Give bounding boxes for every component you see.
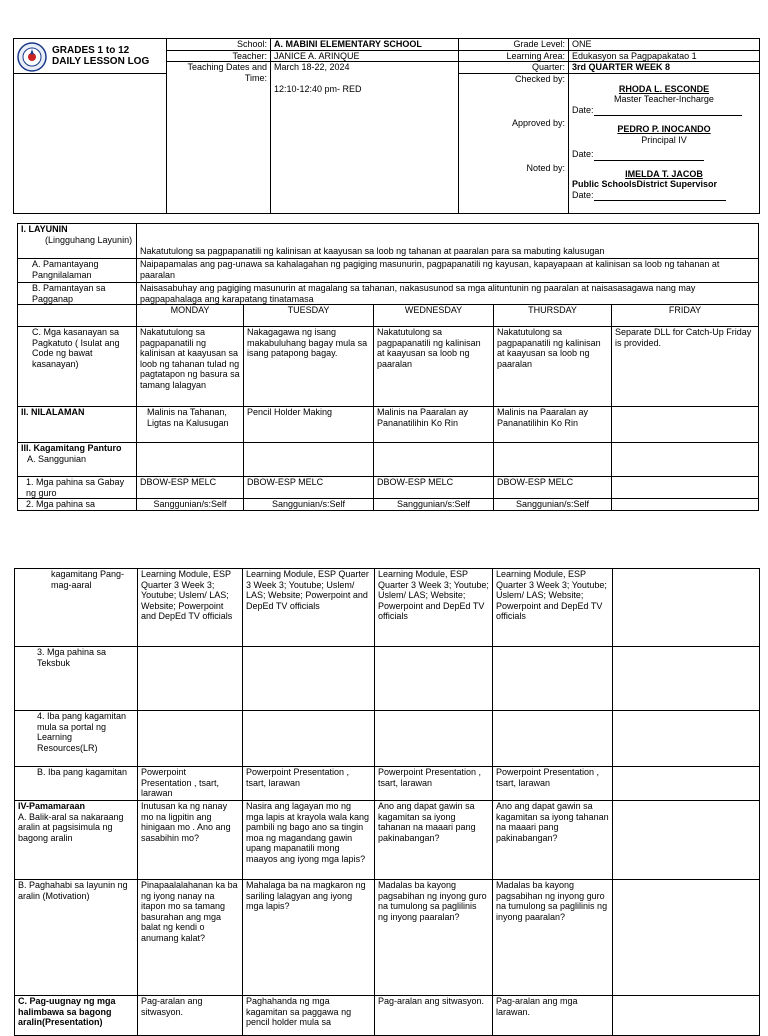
pag-uugnay-monday: Pag-aralan ang sitwasyon.: [138, 996, 243, 1036]
day-monday: MONDAY: [137, 305, 244, 327]
area-label: Learning Area:: [459, 50, 569, 62]
day-thursday: THURSDAY: [494, 305, 612, 327]
teksbuk-blank-3: [375, 647, 493, 711]
title-cell: [14, 39, 167, 74]
approved-date-label: Date:: [572, 149, 594, 159]
iba-friday: [613, 767, 760, 801]
balik-tuesday: Nasira ang lagayan mo ng mga lapis at krayola wala kang pambili ng bago ano sa tingin moa ng magandang gawin upang mapanatili mong maayos ang iyong mga lapis?: [243, 801, 375, 880]
pamamaraan-heading: IV-Pamamaraan: [18, 801, 86, 811]
lesson-table-part2: [14, 568, 760, 1036]
header-table: [13, 38, 760, 214]
teksbuk-blank-4: [493, 647, 613, 711]
school-value: A. MABINI ELEMENTARY SCHOOL: [271, 39, 459, 51]
checked-title: Master Teacher-Incharge: [614, 94, 714, 104]
dates-cell: [271, 62, 459, 214]
teksbuk-blank-1: [138, 647, 243, 711]
kagamitang-monday: Learning Module, ESP Quarter 3 Week 3; Youtube; Uslem/ LAS; Website; Powerpoint and DepEd TV officials: [138, 569, 243, 647]
balik-label-cell: [15, 801, 138, 880]
title-line1: GRADES 1 to 12: [52, 45, 130, 56]
noted-title: Public SchoolsDistrict Supervisor: [572, 179, 718, 189]
kagamitang-wednesday: Learning Module, ESP Quarter 3 Week 3; Youtube; Uslem/ LAS; Website; Powerpoint and DepEd TV officials: [375, 569, 493, 647]
gabay-monday: DBOW-ESP MELC: [137, 477, 244, 499]
teacher-label: Teacher:: [167, 50, 271, 62]
teksbuk-label: 3. Mga pahina sa Teksbuk: [15, 647, 138, 711]
day-tuesday: TUESDAY: [244, 305, 374, 327]
layunin-label-cell: [18, 224, 137, 259]
layunin-sub: (Lingguhang Layunin): [45, 234, 133, 245]
kasanayan-friday: Separate DLL for Catch-Up Friday is provided.: [612, 327, 759, 407]
noted-name: IMELDA T. JACOB: [625, 168, 703, 179]
pagganap-text: Naisasabuhay ang pagiging masunurin at magalang sa tahanan, nakasusunod sa mga alituntunin ng paaralan at naisasasagawa nang may pagpapahalaga ang karapatang tinatamasa: [137, 283, 759, 305]
grade-value: ONE: [569, 39, 760, 51]
quarter-label: Quarter:: [459, 62, 569, 74]
area-value: Edukasyon sa Pagpapakatao 1: [569, 50, 760, 62]
layunin-heading: I. LAYUNIN: [21, 224, 68, 234]
kagamitan-blank-1: [137, 443, 244, 477]
day-friday: FRIDAY: [612, 305, 759, 327]
signoff-labels: [459, 73, 569, 213]
school-label: School:: [167, 39, 271, 51]
nilalaman-friday: [612, 407, 759, 443]
approved-label: Approved by:: [511, 117, 565, 128]
days-blank: [18, 305, 137, 327]
checked-date-line: [594, 105, 742, 117]
portal-blank-3: [375, 711, 493, 767]
paghahabi-thursday: Madalas ba kayong pagsabihan ng inyong guro na tumulong sa paglilinis ng inyong paaralan?: [493, 880, 613, 996]
balik-thursday: Ano ang dapat gawin sa kagamitan sa iyong tahanan na maaari pang pakinabangan?: [493, 801, 613, 880]
pag-uugnay-wednesday: Pag-aralan ang sitwasyon.: [375, 996, 493, 1036]
noted-date-label: Date:: [572, 189, 594, 200]
gabay-label: 1. Mga pahina sa Gabay ng guro: [18, 477, 137, 499]
checked-date-label: Date:: [572, 104, 594, 115]
kasanayan-tuesday: Nakagagawa ng isang makabuluhang bagay mula sa isang patapong bagay.: [244, 327, 374, 407]
nilalaman-monday: Malinis na Tahanan, Ligtas na Kalusugan: [137, 407, 244, 443]
approved-title: Principal IV: [641, 134, 687, 145]
iba-wednesday: Powerpoint Presentation , tsart, larawan: [375, 767, 493, 801]
portal-blank-4: [493, 711, 613, 767]
pahina-tuesday: Sanggunian/s:Self: [244, 499, 374, 511]
iba-label: B. Iba pang kagamitan: [15, 767, 138, 801]
title-blank: [14, 73, 167, 213]
kagamitan-blank-4: [494, 443, 612, 477]
kasanayan-monday: Nakatutulong sa pagpapanatili ng kalinisan at kaayusan sa loob ng tahanan tulad ng pagtatapon ng basura sa tamang lalagyan: [137, 327, 244, 407]
pag-uugnay-tuesday: Paghahanda ng mga kagamitan sa paggawa ng pencil holder mula sa: [243, 996, 375, 1036]
signoff-names: [569, 73, 760, 213]
gabay-thursday: DBOW-ESP MELC: [494, 477, 612, 499]
pag-uugnay-label: C. Pag-uugnay ng mga halimbawa sa bagong aralin(Presentation): [15, 996, 138, 1036]
nilalaman-wednesday: Malinis na Paaralan ay Pananatilihin Ko Rin: [374, 407, 494, 443]
iba-thursday: Powerpoint Presentation , tsart, larawan: [493, 767, 613, 801]
checked-label: Checked by:: [514, 73, 565, 84]
approved-date-line: [594, 149, 704, 161]
pahina-monday: Sanggunian/s:Self: [137, 499, 244, 511]
paghahabi-friday: [613, 880, 760, 996]
pamantayang-label: A. Pamantayang Pangnilalaman: [18, 259, 137, 283]
paghahabi-monday: Pinapaalalahanan ka ba ng iyong nanay na itapon mo sa tamang basurahan ang mga balat ng kendi o anumang kalat?: [138, 880, 243, 996]
kagamitang-friday: [613, 569, 760, 647]
nilalaman-tuesday: Pencil Holder Making: [244, 407, 374, 443]
day-wednesday: WEDNESDAY: [374, 305, 494, 327]
grade-label: Grade Level:: [459, 39, 569, 51]
kagamitang-thursday: Learning Module, ESP Quarter 3 Week 3; Youtube; Uslem/ LAS; Website; Powerpoint and DepEd TV officials: [493, 569, 613, 647]
kagamitan-blank-5: [612, 443, 759, 477]
balik-wednesday: Ano ang dapat gawin sa kagamitan sa iyong tahanan na maaari pang pakinabangan?: [375, 801, 493, 880]
noted-date-line: [594, 190, 726, 202]
pamantayang-text: Naipapamalas ang pag-unawa sa kahalagahan ng pagiging masunurin, pagpapanatili ng kayusan, kapayapaan at kalinisan sa loob ng tahanan at paaralan: [137, 259, 759, 283]
portal-blank-5: [613, 711, 760, 767]
gabay-tuesday: DBOW-ESP MELC: [244, 477, 374, 499]
kasanayan-wednesday: Nakatutulong sa pagpapanatili ng kalinisan at kaayusan sa loob ng paaralan: [374, 327, 494, 407]
kagamitang-tuesday: Learning Module, ESP Quarter 3 Week 3; Youtube; Uslem/ LAS; Website; Powerpoint and DepEd TV officials: [243, 569, 375, 647]
portal-label: 4. Iba pang kagamitan mula sa portal ng Learning Resources(LR): [15, 711, 138, 767]
kagamitan-blank-2: [244, 443, 374, 477]
nilalaman-thursday: Malinis na Paaralan ay Pananatilihin Ko Rin: [494, 407, 612, 443]
noted-label: Noted by:: [526, 162, 565, 173]
dates-label: Teaching Dates and Time:: [167, 62, 271, 214]
gabay-wednesday: DBOW-ESP MELC: [374, 477, 494, 499]
layunin-text: Nakatutulong sa pagpapanatili ng kalinisan at kaayusan sa loob ng tahanan at paaralan para sa mabuting kalusugan: [137, 224, 759, 259]
dates-value: March 18-22, 2024: [274, 62, 350, 72]
kasanayan-label: C. Mga kasanayan sa Pagkatuto ( Isulat ang Code ng bawat kasanayan): [18, 327, 137, 407]
pahina-thursday: Sanggunian/s:Self: [494, 499, 612, 511]
iba-monday: Powerpoint Presentation , tsart, larawan: [138, 767, 243, 801]
pahina-wednesday: Sanggunian/s:Self: [374, 499, 494, 511]
kagamitang-label: kagamitang Pang-mag-aaral: [15, 569, 138, 647]
iba-tuesday: Powerpoint Presentation , tsart, larawan: [243, 767, 375, 801]
quarter-value: 3rd QUARTER WEEK 8: [569, 62, 760, 74]
kagamitan-blank-3: [374, 443, 494, 477]
kagamitan-label: III. Kagamitang Panturo: [21, 443, 122, 453]
teksbuk-blank-5: [613, 647, 760, 711]
balik-friday: [613, 801, 760, 880]
teacher-value: JANICE A. ARINQUE: [271, 50, 459, 62]
deped-seal-icon: [17, 42, 47, 72]
lesson-table-part1: [17, 223, 759, 511]
checked-name: RHODA L. ESCONDE: [618, 83, 710, 94]
paghahabi-tuesday: Mahalaga ba na magkaron ng sariling lalagyan ang iyong mga lapis?: [243, 880, 375, 996]
pag-uugnay-friday: [613, 996, 760, 1036]
portal-blank-2: [243, 711, 375, 767]
teksbuk-blank-2: [243, 647, 375, 711]
pag-uugnay-thursday: Pag-aralan ang mga larawan.: [493, 996, 613, 1036]
title-line2: DAILY LESSON LOG: [52, 56, 150, 67]
paghahabi-wednesday: Madalas ba kayong pagsabihan ng inyong guro na tumulong sa paglilinis ng inyong paaralan?: [375, 880, 493, 996]
pahina-label: 2. Mga pahina sa: [18, 499, 137, 511]
approved-name: PEDRO P. INOCANDO: [617, 124, 711, 134]
pahina-friday: [612, 499, 759, 511]
balik-monday: Inutusan ka ng nanay mo na ligpitin ang hinigaan mo . Ano ang sasabihin mo?: [138, 801, 243, 880]
nilalaman-label: II. NILALAMAN: [18, 407, 137, 443]
time-value: 12:10-12:40 pm- RED: [274, 83, 362, 94]
gabay-friday: [612, 477, 759, 499]
sanggunian-label: A. Sanggunian: [27, 453, 87, 464]
kagamitan-label-cell: [18, 443, 137, 477]
pagganap-label: B. Pamantayan sa Pagganap: [18, 283, 137, 305]
portal-blank-1: [138, 711, 243, 767]
kasanayan-thursday: Nakatutulong sa pagpapanatili ng kalinisan at kaayusan sa loob ng paaralan: [494, 327, 612, 407]
paghahabi-label: B. Paghahabi sa layunin ng aralin (Motivation): [15, 880, 138, 996]
balik-label: A. Balik-aral sa nakaraang aralin at pagsisimula ng bagong aralin: [18, 811, 124, 843]
